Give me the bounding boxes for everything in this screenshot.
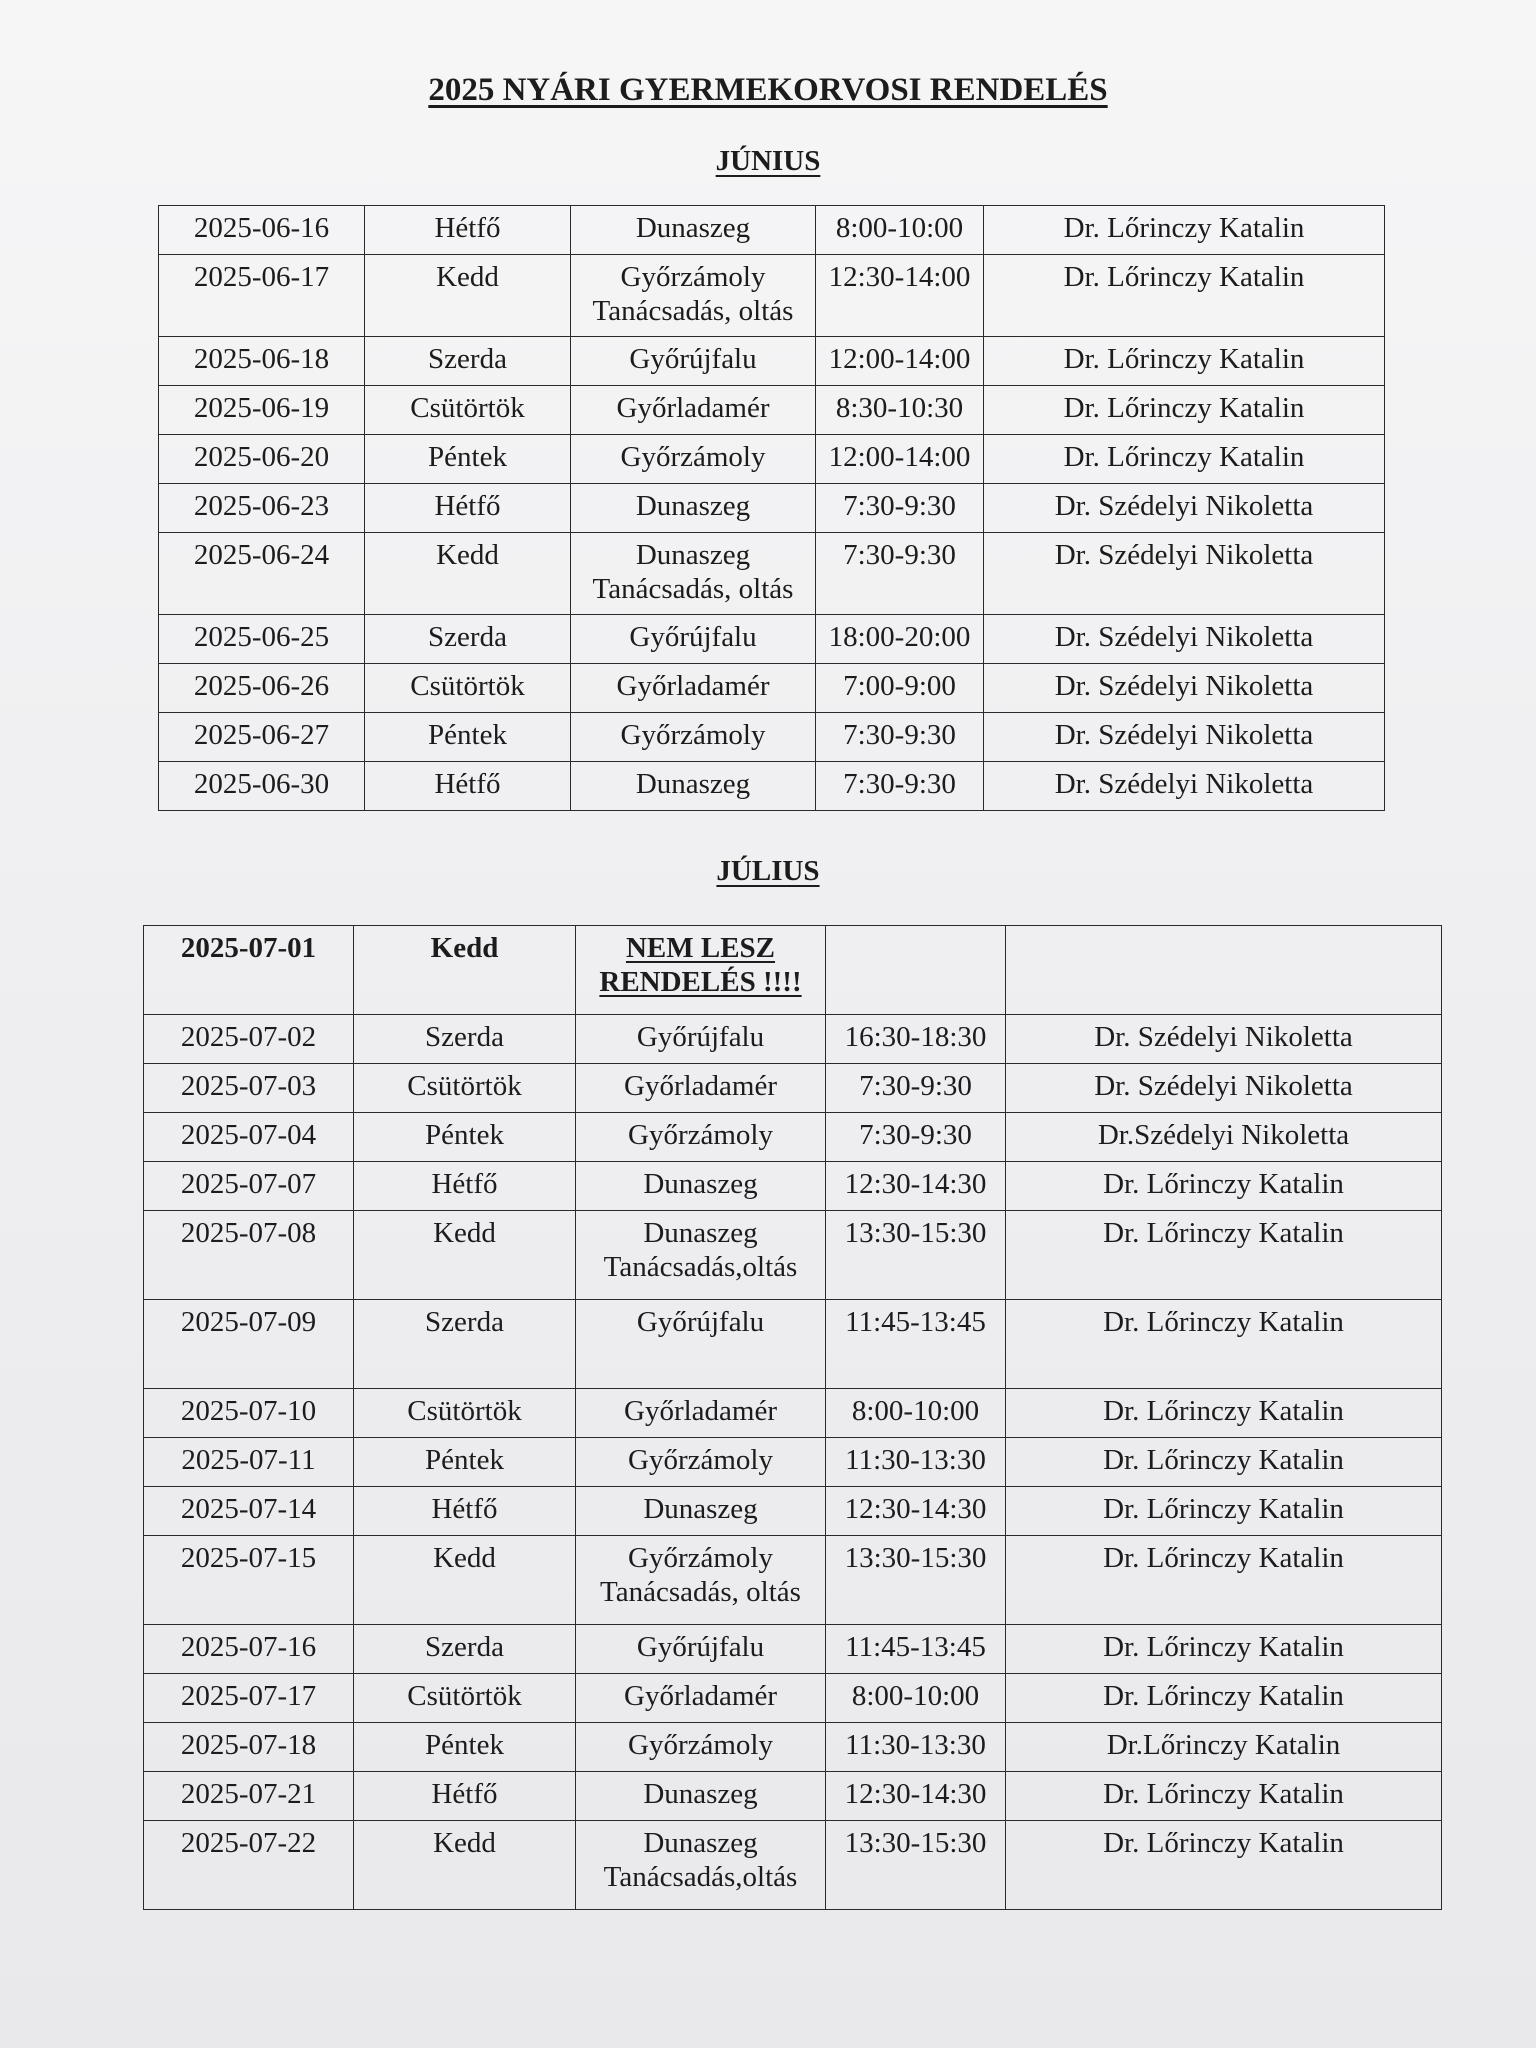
place-name: Győrújfalu [629, 343, 757, 375]
place-cell [571, 762, 816, 811]
place-name: Dunaszeg [643, 1827, 758, 1859]
day-cell: Hétfő [354, 1487, 576, 1536]
time-cell: 7:00-9:00 [816, 664, 984, 713]
place-cell [576, 1389, 826, 1438]
doctor-cell: Dr. Szédelyi Nikoletta [984, 484, 1385, 533]
time-cell: 13:30-15:30 [826, 1536, 1006, 1625]
place-cell [576, 1113, 826, 1162]
table-row [144, 1300, 1442, 1389]
time-cell: 7:30-9:30 [826, 1064, 1006, 1113]
doctor-cell: Dr. Szédelyi Nikoletta [984, 762, 1385, 811]
table-row [144, 1064, 1442, 1113]
date-cell: 2025-07-22 [144, 1821, 354, 1910]
day-cell: Péntek [365, 713, 571, 762]
place-name: Dunaszeg [643, 1168, 758, 1200]
day-cell: Péntek [365, 435, 571, 484]
day-cell: Péntek [354, 1723, 576, 1772]
table-row [159, 255, 1385, 337]
doctor-cell: Dr. Lőrinczy Katalin [1006, 1389, 1442, 1438]
table-row [144, 1821, 1442, 1910]
place-name: Győrzámoly [628, 1542, 773, 1574]
place-name: Győrújfalu [629, 621, 757, 653]
place-cell [571, 664, 816, 713]
place-cell [576, 1821, 826, 1910]
doctor-cell: Dr. Lőrinczy Katalin [1006, 1625, 1442, 1674]
table-row [144, 1674, 1442, 1723]
day-cell: Kedd [354, 1821, 576, 1910]
date-cell: 2025-06-26 [159, 664, 365, 713]
time-cell: 8:00-10:00 [826, 1389, 1006, 1438]
time-cell: 13:30-15:30 [826, 1821, 1006, 1910]
table-row [144, 1211, 1442, 1300]
place-cell [576, 1300, 826, 1389]
time-cell: 7:30-9:30 [826, 1113, 1006, 1162]
place-cell [571, 713, 816, 762]
service-note: Tanácsadás, oltás [592, 295, 794, 327]
time-cell: 12:00-14:00 [816, 337, 984, 386]
place-name: Győrújfalu [636, 1306, 765, 1338]
day-cell: Csütörtök [354, 1064, 576, 1113]
june-schedule-body [159, 206, 1385, 811]
date-cell: 2025-07-18 [144, 1723, 354, 1772]
date-cell: 2025-07-04 [144, 1113, 354, 1162]
day-cell: Hétfő [365, 762, 571, 811]
date-cell: 2025-06-24 [159, 533, 365, 615]
place-name: Győrzámoly [620, 441, 766, 473]
place-name: Győrladamér [616, 670, 770, 702]
table-row [144, 1113, 1442, 1162]
place-name: Dunaszeg [635, 539, 751, 571]
place-name: Győrladamér [624, 1070, 777, 1102]
place-cell [571, 337, 816, 386]
date-cell: 2025-07-02 [144, 1015, 354, 1064]
time-cell: 8:00-10:00 [816, 206, 984, 255]
doctor-cell: Dr. Lőrinczy Katalin [984, 206, 1385, 255]
date-cell: 2025-07-10 [144, 1389, 354, 1438]
day-cell: Hétfő [354, 1162, 576, 1211]
doctor-cell: Dr. Lőrinczy Katalin [1006, 1438, 1442, 1487]
date-cell: 2025-06-25 [159, 615, 365, 664]
time-cell: 12:30-14:00 [816, 255, 984, 337]
closed-notice-line1: NEM LESZ [625, 932, 776, 964]
date-cell: 2025-07-16 [144, 1625, 354, 1674]
time-cell: 13:30-15:30 [826, 1211, 1006, 1300]
day-cell: Csütörtök [354, 1389, 576, 1438]
doctor-cell: Dr. Lőrinczy Katalin [1006, 1821, 1442, 1910]
place-cell [576, 1162, 826, 1211]
time-cell: 12:30-14:30 [826, 1162, 1006, 1211]
table-row [159, 484, 1385, 533]
table-row [159, 664, 1385, 713]
place-cell [576, 1015, 826, 1064]
place-cell [571, 206, 816, 255]
table-row [144, 1389, 1442, 1438]
time-cell: 7:30-9:30 [816, 713, 984, 762]
doctor-cell: Dr. Lőrinczy Katalin [984, 255, 1385, 337]
time-cell: 7:30-9:30 [816, 762, 984, 811]
july-schedule-table [143, 925, 1442, 1910]
day-cell: Péntek [354, 1438, 576, 1487]
place-cell [576, 1438, 826, 1487]
place-name: Győrzámoly [620, 719, 766, 751]
day-cell: Kedd [354, 1536, 576, 1625]
place-cell [576, 1211, 826, 1300]
day-cell: Szerda [354, 1015, 576, 1064]
day-cell: Szerda [365, 337, 571, 386]
day-cell: Csütörtök [354, 1674, 576, 1723]
service-note: Tanácsadás, oltás [600, 1576, 801, 1608]
place-cell [571, 386, 816, 435]
closed-notice-cell [576, 926, 826, 1015]
table-row [144, 1723, 1442, 1772]
date-cell: 2025-07-11 [144, 1438, 354, 1487]
place-name: Győrújfalu [636, 1631, 765, 1663]
table-row [144, 1487, 1442, 1536]
doctor-cell: Dr. Lőrinczy Katalin [1006, 1487, 1442, 1536]
day-cell: Kedd [365, 255, 571, 337]
date-cell: 2025-07-15 [144, 1536, 354, 1625]
table-row [144, 1438, 1442, 1487]
table-row [144, 1162, 1442, 1211]
place-name: Győrújfalu [636, 1021, 765, 1053]
date-cell: 2025-06-19 [159, 386, 365, 435]
doctor-cell: Dr. Lőrinczy Katalin [1006, 1162, 1442, 1211]
time-cell: 11:30-13:30 [826, 1438, 1006, 1487]
doctor-cell: Dr.Szédelyi Nikoletta [1006, 1113, 1442, 1162]
table-row [144, 1536, 1442, 1625]
time-cell: 11:30-13:30 [826, 1723, 1006, 1772]
place-name: Dunaszeg [635, 490, 751, 522]
doctor-cell: Dr. Szédelyi Nikoletta [1006, 1064, 1442, 1113]
place-name: Dunaszeg [635, 212, 751, 244]
service-note: Tanácsadás, oltás [592, 573, 794, 605]
date-cell: 2025-06-23 [159, 484, 365, 533]
date-cell: 2025-07-07 [144, 1162, 354, 1211]
table-row [159, 762, 1385, 811]
place-cell [571, 533, 816, 615]
service-note: Tanácsadás,oltás [603, 1251, 798, 1283]
time-cell: 16:30-18:30 [826, 1015, 1006, 1064]
day-cell: Hétfő [354, 1772, 576, 1821]
place-name: Győrzámoly [620, 261, 766, 293]
table-row [144, 1015, 1442, 1064]
table-row-closed [144, 926, 1442, 1015]
doctor-cell: Dr. Lőrinczy Katalin [1006, 1536, 1442, 1625]
date-cell: 2025-07-09 [144, 1300, 354, 1389]
date-cell: 2025-07-01 [144, 926, 354, 1015]
table-row [159, 337, 1385, 386]
day-cell: Csütörtök [365, 664, 571, 713]
date-cell: 2025-06-16 [159, 206, 365, 255]
day-cell: Szerda [354, 1625, 576, 1674]
date-cell: 2025-06-17 [159, 255, 365, 337]
time-cell: 11:45-13:45 [826, 1300, 1006, 1389]
date-cell: 2025-06-27 [159, 713, 365, 762]
table-row [159, 615, 1385, 664]
place-name: Dunaszeg [643, 1778, 758, 1810]
date-cell: 2025-06-18 [159, 337, 365, 386]
service-note: Tanácsadás,oltás [603, 1861, 798, 1893]
day-cell: Kedd [354, 926, 576, 1015]
place-name: Győrladamér [624, 1395, 777, 1427]
place-name: Dunaszeg [643, 1493, 758, 1525]
time-cell: 8:30-10:30 [816, 386, 984, 435]
july-heading: JÚLIUS [716, 855, 820, 887]
date-cell: 2025-07-08 [144, 1211, 354, 1300]
day-cell: Kedd [354, 1211, 576, 1300]
doctor-cell: Dr. Szédelyi Nikoletta [1006, 1015, 1442, 1064]
place-cell [576, 1674, 826, 1723]
doctor-cell: Dr. Lőrinczy Katalin [1006, 1674, 1442, 1723]
date-cell: 2025-06-30 [159, 762, 365, 811]
time-cell: 12:00-14:00 [816, 435, 984, 484]
doctor-cell: Dr. Lőrinczy Katalin [1006, 1772, 1442, 1821]
day-cell: Csütörtök [365, 386, 571, 435]
place-name: Győrzámoly [628, 1444, 773, 1476]
day-cell: Szerda [365, 615, 571, 664]
place-name: Győrzámoly [628, 1729, 773, 1761]
place-cell [571, 484, 816, 533]
time-cell [826, 926, 1006, 1015]
place-cell [576, 1625, 826, 1674]
place-cell [576, 1772, 826, 1821]
table-row [144, 1625, 1442, 1674]
document-title: 2025 NYÁRI GYERMEKORVOSI RENDELÉS [428, 72, 1108, 108]
date-cell: 2025-07-03 [144, 1064, 354, 1113]
day-cell: Hétfő [365, 206, 571, 255]
date-cell: 2025-06-20 [159, 435, 365, 484]
doctor-cell: Dr. Szédelyi Nikoletta [984, 533, 1385, 615]
doctor-cell: Dr. Szédelyi Nikoletta [984, 615, 1385, 664]
place-cell [576, 1487, 826, 1536]
day-cell: Péntek [354, 1113, 576, 1162]
date-cell: 2025-07-14 [144, 1487, 354, 1536]
time-cell: 11:45-13:45 [826, 1625, 1006, 1674]
place-name: Dunaszeg [635, 768, 751, 800]
time-cell: 7:30-9:30 [816, 533, 984, 615]
june-heading: JÚNIUS [715, 145, 821, 177]
june-schedule-table [158, 205, 1385, 811]
day-cell: Kedd [365, 533, 571, 615]
time-cell: 18:00-20:00 [816, 615, 984, 664]
doctor-cell: Dr. Lőrinczy Katalin [984, 386, 1385, 435]
table-row [159, 435, 1385, 484]
place-name: Dunaszeg [643, 1217, 758, 1249]
place-cell [571, 255, 816, 337]
place-name: Győrladamér [616, 392, 770, 424]
place-name: Győrzámoly [628, 1119, 773, 1151]
doctor-cell [1006, 926, 1442, 1015]
time-cell: 12:30-14:30 [826, 1487, 1006, 1536]
table-row [159, 713, 1385, 762]
july-schedule-body [144, 926, 1442, 1910]
place-cell [576, 1064, 826, 1113]
place-name: Győrladamér [624, 1680, 777, 1712]
place-cell [576, 1536, 826, 1625]
day-cell: Hétfő [365, 484, 571, 533]
doctor-cell: Dr. Szédelyi Nikoletta [984, 713, 1385, 762]
table-row [159, 206, 1385, 255]
table-row [159, 386, 1385, 435]
table-row [159, 533, 1385, 615]
doctor-cell: Dr. Lőrinczy Katalin [984, 337, 1385, 386]
place-cell [571, 615, 816, 664]
time-cell: 12:30-14:30 [826, 1772, 1006, 1821]
place-cell [576, 1723, 826, 1772]
day-cell: Szerda [354, 1300, 576, 1389]
place-cell [571, 435, 816, 484]
doctor-cell: Dr.Lőrinczy Katalin [1006, 1723, 1442, 1772]
doctor-cell: Dr. Lőrinczy Katalin [984, 435, 1385, 484]
closed-notice-line2: RENDELÉS !!!! [599, 966, 802, 998]
time-cell: 7:30-9:30 [816, 484, 984, 533]
doctor-cell: Dr. Lőrinczy Katalin [1006, 1211, 1442, 1300]
table-row [144, 1772, 1442, 1821]
date-cell: 2025-07-17 [144, 1674, 354, 1723]
doctor-cell: Dr. Szédelyi Nikoletta [984, 664, 1385, 713]
time-cell: 8:00-10:00 [826, 1674, 1006, 1723]
date-cell: 2025-07-21 [144, 1772, 354, 1821]
doctor-cell: Dr. Lőrinczy Katalin [1006, 1300, 1442, 1389]
